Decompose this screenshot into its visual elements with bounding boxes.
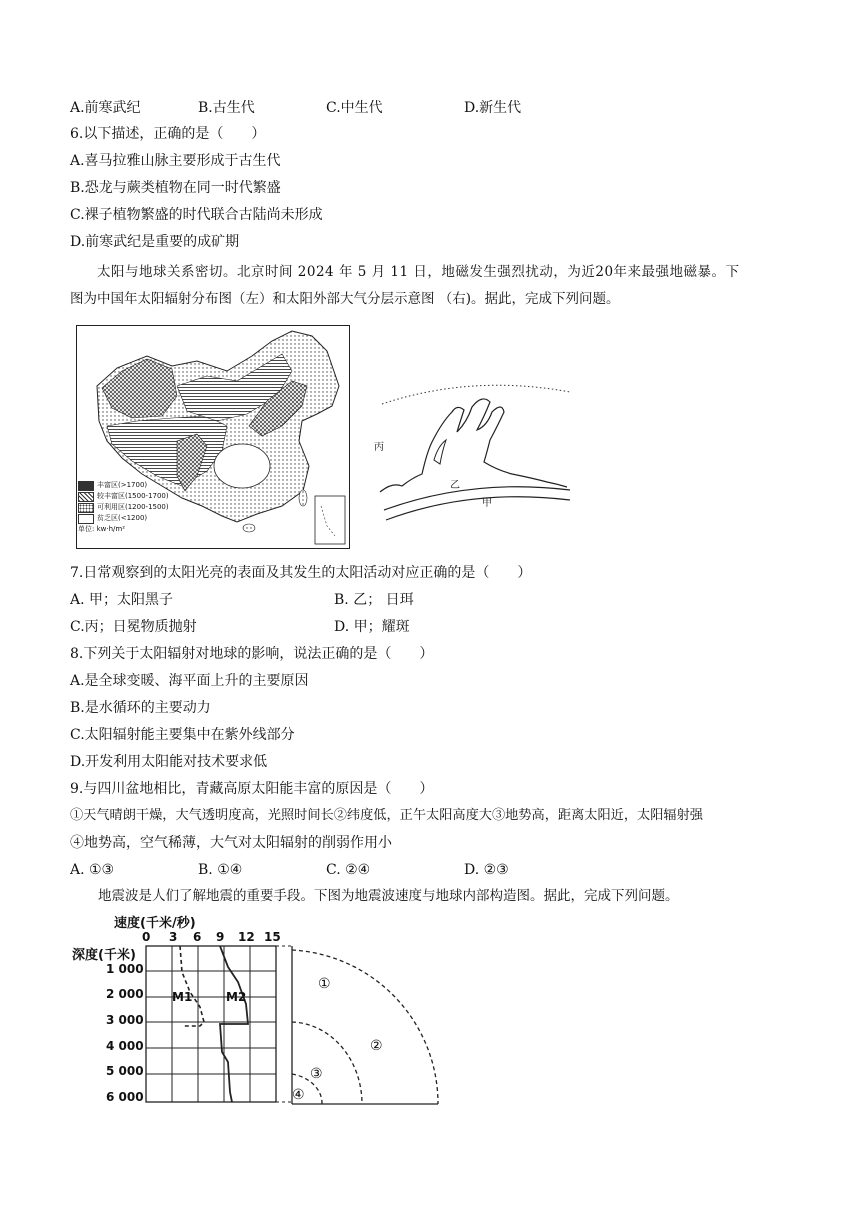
m1-curve <box>180 946 204 1026</box>
legend-swatch-blank <box>78 514 94 524</box>
passage-sun-earth <box>70 259 792 286</box>
q9-option-b: B. ①④ <box>198 862 243 878</box>
speed-tick: 6 <box>193 930 202 944</box>
layer-label-4: ④ <box>292 1087 305 1103</box>
q7-option-d: D. 甲；耀斑 <box>334 619 410 635</box>
depth-axis-title: 深度(千米) <box>72 948 136 963</box>
depth-tick: 2 000 <box>106 987 144 1001</box>
q5-option-c: C.中生代 <box>326 100 383 116</box>
q7-stem: 7.日常观察到的太阳光亮的表面及其发生的太阳活动对应正确的是（ ） <box>70 565 532 581</box>
q8-option-c: C.太阳辐射能主要集中在紫外线部分 <box>70 727 295 743</box>
legend-swatch-hatch <box>78 492 94 502</box>
q6-option-b: B.恐龙与蕨类植物在同一时代繁盛 <box>70 180 281 196</box>
q9-option-d: D. ②③ <box>464 862 509 878</box>
q7-option-c: C.丙；日冕物质抛射 <box>70 619 197 635</box>
legend-label-usable: 可利用区(1200-1500) <box>97 503 169 511</box>
q8-option-d: D.开发利用太阳能对技术要求低 <box>70 754 268 770</box>
q6-option-c: C.裸子植物繁盛的时代联合古陆尚未形成 <box>70 207 323 223</box>
depth-tick: 1 000 <box>106 962 144 976</box>
speed-tick: 12 <box>238 930 255 944</box>
depth-tick: 6 000 <box>106 1090 144 1104</box>
legend-label-poor: 贫乏区(<1200) <box>97 514 148 522</box>
layer-label-1: ① <box>318 976 331 992</box>
q8-stem: 8.下列关于太阳辐射对地球的影响，说法正确的是（ ） <box>70 646 434 662</box>
region-sichuan <box>214 444 270 488</box>
q9-option-a: A. ①③ <box>70 862 115 878</box>
m1-label: M1 <box>172 990 193 1004</box>
legend-item-fairly-rich <box>78 491 169 502</box>
passage-sun-earth-line1: 太阳与地球关系密切。北京时间 2024 年 5 月 11 日，地磁发生强烈扰动，为近20年来最强地磁暴。下 <box>97 264 740 280</box>
legend-item-usable <box>78 502 169 513</box>
q6-option-d: D.前寒武纪是重要的成矿期 <box>70 234 240 250</box>
speed-axis-title: 速度(千米/秒) <box>114 916 196 931</box>
legend-label-fairly-rich: 较丰富区(1500-1700) <box>97 492 169 500</box>
q5-option-d: D.新生代 <box>464 100 522 116</box>
q9-statement-line1: ①天气晴朗干燥，大气透明度高，光照时间长②纬度低，正午太阳高度大③地势高，距离太阳近，太阳辐射强 <box>70 808 703 823</box>
speed-tick: 0 <box>142 930 151 944</box>
q8-option-a: A.是全球变暖、海平面上升的主要原因 <box>70 673 309 689</box>
passage-sun-earth-line2: 图为中国年太阳辐射分布图（左）和太阳外部大气分层示意图 （右)。据此，完成下列问题。 <box>70 291 620 307</box>
q9-stem: 9.与四川盆地相比，青藏高原太阳能丰富的原因是（ ） <box>70 781 434 797</box>
speed-tick: 3 <box>169 930 178 944</box>
legend-item-poor <box>78 513 169 524</box>
legend-unit: 单位: kw·h/m² <box>78 525 126 533</box>
label-jia: 甲 <box>482 498 492 509</box>
depth-tick: 4 000 <box>106 1039 144 1053</box>
depth-tick: 5 000 <box>106 1064 144 1078</box>
q8-option-b: B.是水循环的主要动力 <box>70 700 211 716</box>
region-hainan <box>243 524 255 532</box>
passage-seismic: 地震波是人们了解地震的重要手段。下图为地震波速度与地球内部构造图。据此，完成下列问题。 <box>98 888 679 904</box>
q9-statement-line2: ④地势高，空气稀薄，大气对太阳辐射的削弱作用小 <box>70 835 392 851</box>
seismic-wave-figure <box>70 912 450 1108</box>
q6-stem: 6.以下描述，正确的是（ ） <box>70 126 266 142</box>
sun-atmosphere-drawing <box>372 382 572 522</box>
q5-option-b: B.古生代 <box>198 100 255 116</box>
speed-tick: 9 <box>216 930 225 944</box>
south-sea-inset <box>315 496 345 544</box>
legend-swatch-dark <box>78 481 94 491</box>
speed-tick: 15 <box>264 930 281 944</box>
m2-label: M2 <box>226 990 247 1004</box>
legend-label-rich: 丰富区(>1700) <box>97 481 148 489</box>
seismic-chart-drawing <box>70 912 450 1108</box>
depth-tick: 3 000 <box>106 1013 144 1027</box>
chromosphere-prominence <box>380 399 567 492</box>
map-legend <box>78 480 169 535</box>
corona-boundary <box>382 385 570 404</box>
layer-label-3: ③ <box>310 1066 323 1082</box>
sun-atmosphere-diagram <box>372 382 572 522</box>
label-yi: 乙 <box>450 480 460 491</box>
label-bing: 丙 <box>374 442 384 453</box>
q7-option-b: B. 乙； 日珥 <box>334 592 414 608</box>
q5-option-a: A.前寒武纪 <box>70 100 141 116</box>
q6-option-a: A.喜马拉雅山脉主要形成于古生代 <box>70 153 281 169</box>
region-taiwan <box>299 490 307 506</box>
q9-option-c: C. ②④ <box>326 862 371 878</box>
layer-label-2: ② <box>370 1038 383 1054</box>
legend-item-rich <box>78 480 169 491</box>
legend-swatch-dots <box>78 503 94 513</box>
q7-option-a: A. 甲；太阳黑子 <box>70 592 174 608</box>
